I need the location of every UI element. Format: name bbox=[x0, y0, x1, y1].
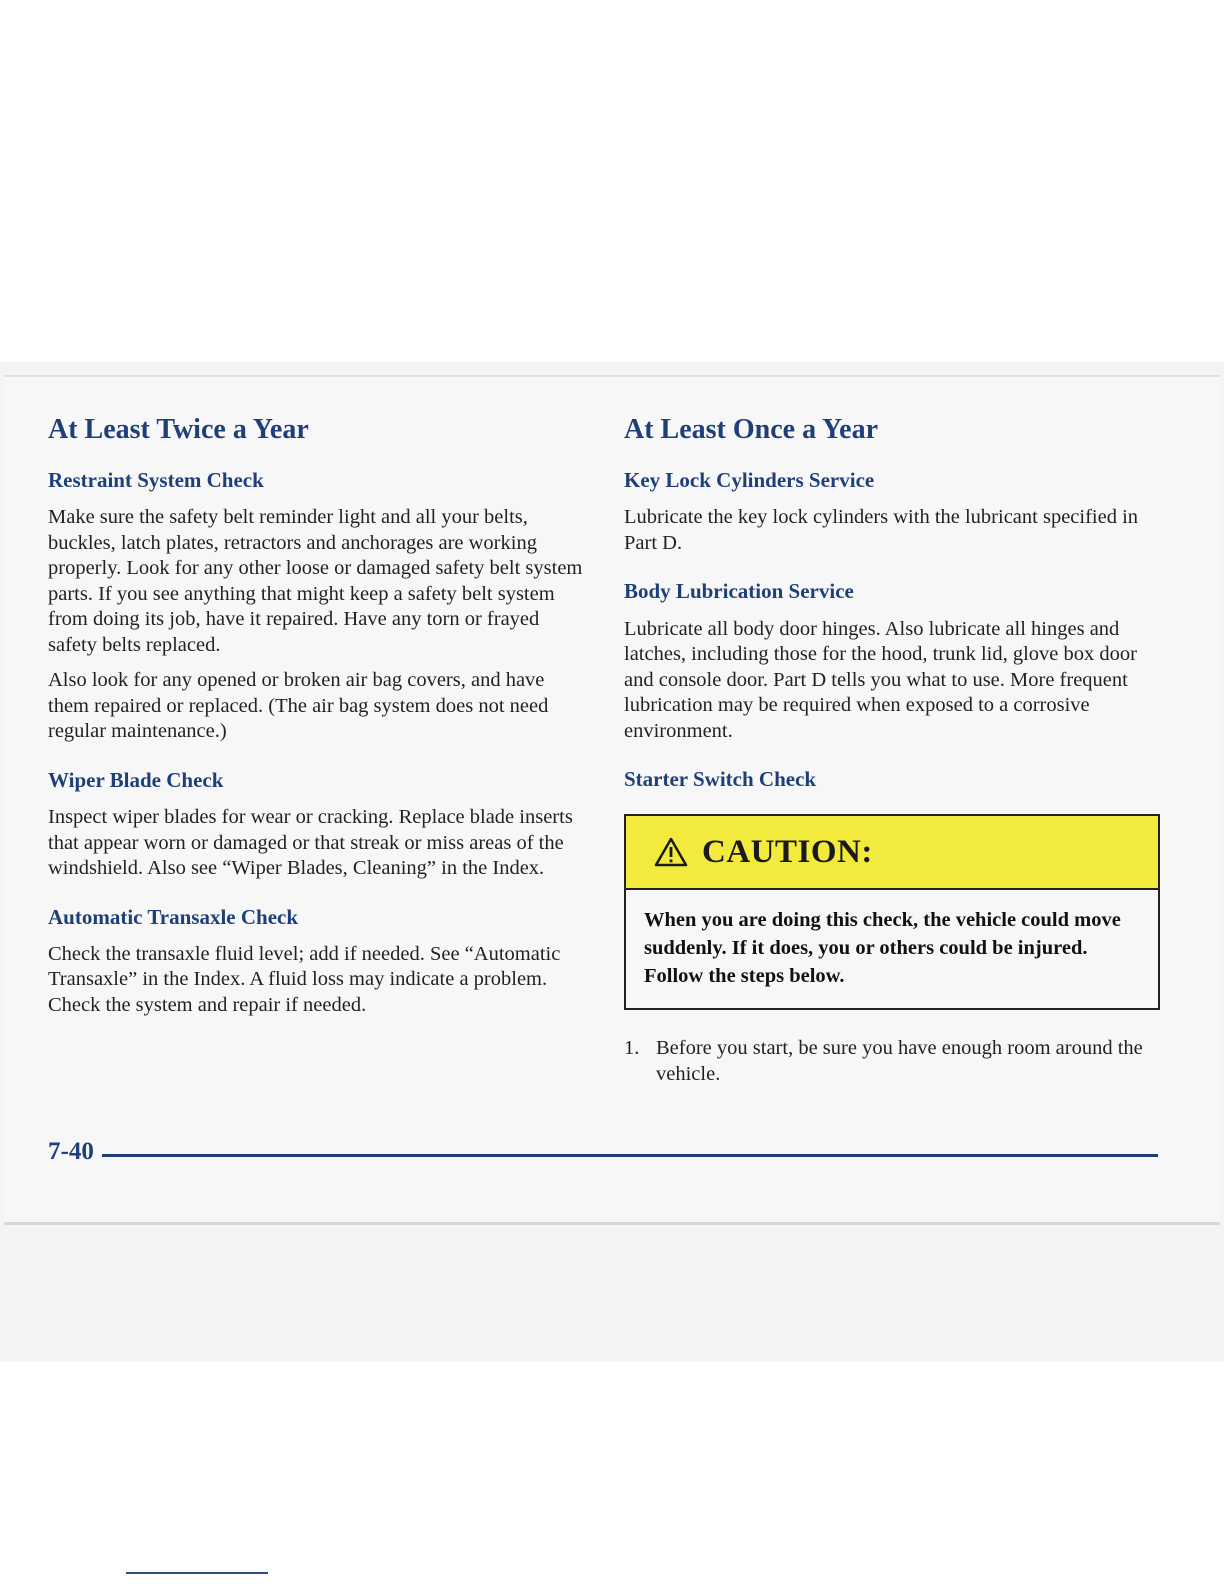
right-column bbox=[624, 412, 1164, 1087]
heading-wiper-blade-check: Wiper Blade Check bbox=[48, 767, 224, 792]
section-title-twice-a-year: At Least Twice a Year bbox=[48, 414, 309, 445]
left-column bbox=[48, 412, 588, 1028]
heading-starter-switch-check: Starter Switch Check bbox=[624, 767, 817, 791]
heading-restraint-system-check: Restraint System Check bbox=[48, 468, 264, 492]
paragraph-body-lubrication: Lubricate all body door hinges. Also lubricate all hinges and latches, including those for the hood, trunk lid, glove box door and console door. Part D tells you what to use. More frequent lubrication may be required when exposed to a corrosive environment. bbox=[624, 617, 1137, 742]
caution-box bbox=[624, 814, 1160, 1010]
paragraph-key-lock: Lubricate the key lock cylinders with the lubricant specified in Part D. bbox=[624, 506, 1139, 554]
caution-label: CAUTION: bbox=[702, 833, 873, 870]
spacer bbox=[48, 755, 588, 767]
paragraph-restraint-1: Make sure the safety belt reminder light and all your belts, buckles, latch plates, retractors and anchorages are working properly. Look for any other loose or damaged safety belt system parts. If you see anything that might keep a safety belt system from doing its job, have it repaired. Have any torn or frayed safety belts replaced. bbox=[48, 506, 583, 656]
page-number: 7-40 bbox=[48, 1138, 94, 1165]
list-item bbox=[624, 1036, 1164, 1087]
spacer bbox=[624, 754, 1164, 766]
heading-body-lubrication-service: Body Lubrication Service bbox=[624, 579, 854, 604]
step-text: Before you start, be sure you have enough room around the vehicle. bbox=[656, 1037, 1143, 1085]
section-title-once-a-year: At Least Once a Year bbox=[624, 414, 879, 445]
caution-header bbox=[626, 816, 1158, 890]
spacer bbox=[624, 566, 1164, 578]
heading-automatic-transaxle-check: Automatic Transaxle Check bbox=[48, 904, 299, 929]
step-number: 1. bbox=[624, 1037, 640, 1060]
bottom-rule-fragment bbox=[126, 1572, 268, 1574]
paragraph-restraint-2: Also look for any opened or broken air bag covers, and have them repaired or replaced. (The air bag system does not need regular maintenance.) bbox=[48, 669, 549, 743]
footer-rule bbox=[102, 1154, 1158, 1157]
page-footer bbox=[48, 1138, 1158, 1166]
steps-list bbox=[624, 1036, 1164, 1087]
paragraph-transaxle: Check the transaxle fluid level; add if needed. See “Automatic Transaxle” in the Index. A fluid loss may indicate a problem. Check the system and repair if needed. bbox=[48, 942, 561, 1016]
caution-text: When you are doing this check, the vehicle could move suddenly. If it does, you or others could be injured. Follow the steps below. bbox=[644, 909, 1121, 988]
paragraph-wiper: Inspect wiper blades for wear or cracking. Replace blade inserts that appear worn or damaged or that streak or miss areas of the windshield. Also see “Wiper Blades, Cleaning” in the Index. bbox=[48, 806, 573, 879]
heading-key-lock-cylinders-service: Key Lock Cylinders Service bbox=[624, 468, 875, 492]
warning-triangle-icon bbox=[654, 837, 688, 867]
spacer bbox=[48, 892, 588, 904]
